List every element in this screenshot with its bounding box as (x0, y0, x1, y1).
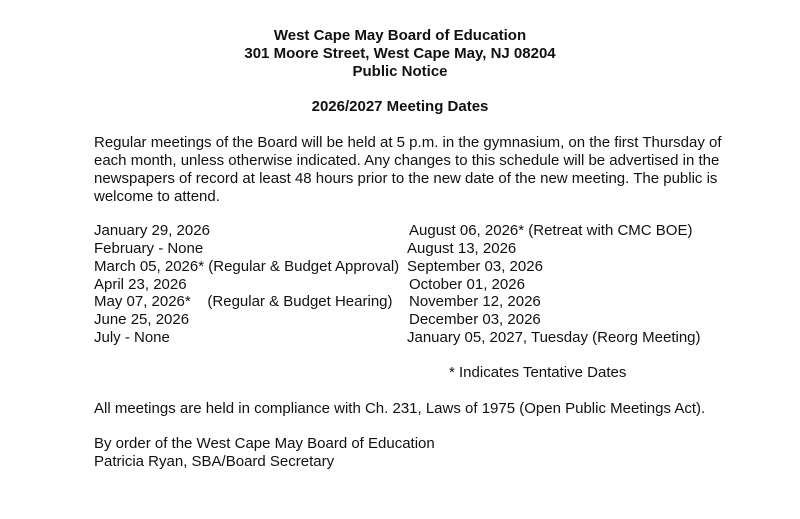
meeting-date: July - None (94, 329, 170, 346)
meeting-date: November 12, 2026 (409, 293, 541, 310)
meeting-date: March 05, 2026* (Regular & Budget Approval) (94, 258, 400, 275)
meeting-date: February - None (94, 240, 204, 257)
intro-line: welcome to attend. (94, 188, 220, 205)
notice-title: 2026/2027 Meeting Dates (311, 98, 489, 115)
notice-type: Public Notice (352, 63, 448, 80)
intro-line: each month, unless otherwise indicated. Any changes to this schedule will be advertised in the (94, 152, 720, 169)
meeting-date: January 29, 2026 (94, 222, 210, 239)
meeting-date: September 03, 2026 (407, 258, 543, 275)
meeting-date: August 13, 2026 (407, 240, 517, 257)
meeting-date: December 03, 2026 (409, 311, 541, 328)
meeting-date: April 23, 2026 (94, 276, 187, 293)
signature-order-line: By order of the West Cape May Board of Education (94, 435, 435, 452)
meeting-date: October 01, 2026 (409, 276, 525, 293)
organization-name: West Cape May Board of Education (273, 27, 527, 44)
compliance-statement: All meetings are held in compliance with Ch. 231, Laws of 1975 (Open Public Meetings Act). (94, 400, 706, 417)
meeting-date: January 05, 2027, Tuesday (Reorg Meeting) (407, 329, 701, 346)
meeting-date: June 25, 2026 (94, 311, 190, 328)
organization-address: 301 Moore Street, West Cape May, NJ 08204 (244, 45, 556, 62)
intro-line: Regular meetings of the Board will be held at 5 p.m. in the gymnasium, on the first Thursday of (94, 134, 722, 151)
tentative-dates-note: * Indicates Tentative Dates (449, 364, 627, 381)
signature-signer: Patricia Ryan, SBA/Board Secretary (94, 453, 335, 470)
meeting-date: May 07, 2026* (Regular & Budget Hearing) (94, 293, 393, 310)
meeting-date: August 06, 2026* (Retreat with CMC BOE) (409, 222, 693, 239)
intro-line: newspapers of record at least 48 hours prior to the new date of the new meeting. The public is (94, 170, 718, 187)
